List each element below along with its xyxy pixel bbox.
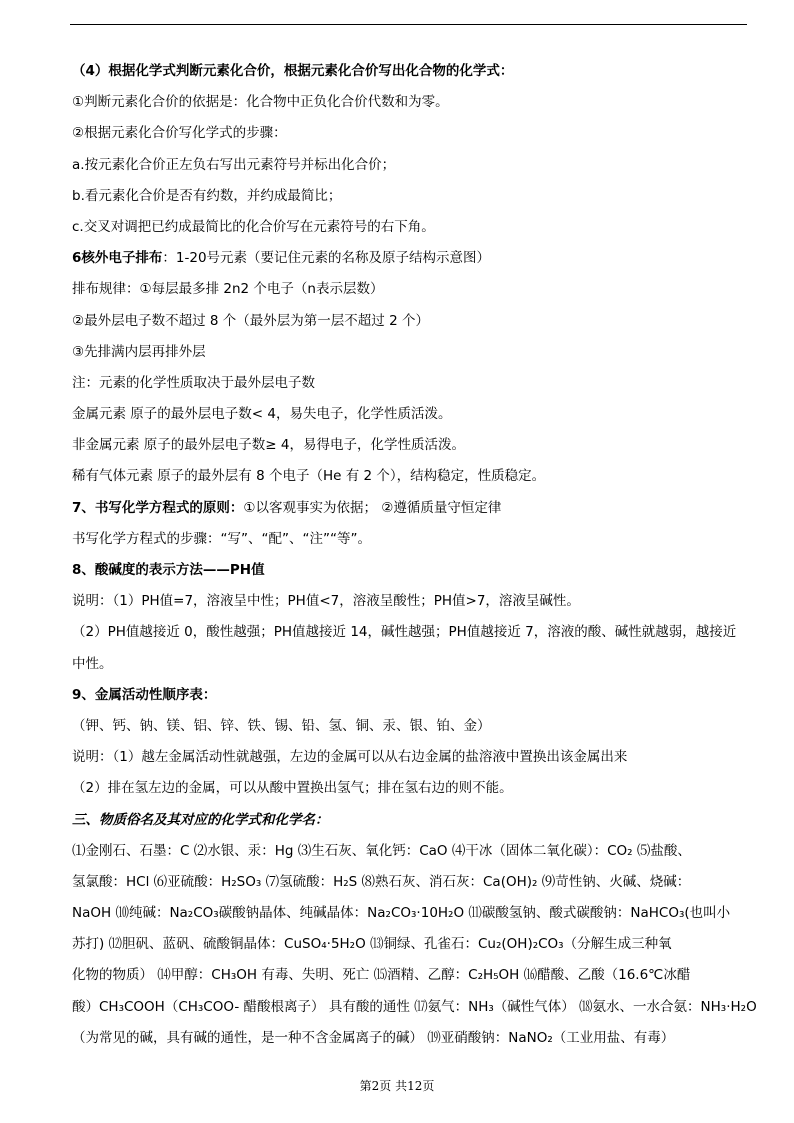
text-line: 三、物质俗名及其对应的化学式和化学名： xyxy=(72,811,329,828)
paragraph-line: 酸）CH₃COOH（CH₃COO- 醋酸根离子） 具有酸的通性 ⒄氨气：NH₃（碱性气体） ⒅氨水、一水合氨：NH₃·H₂O xyxy=(72,998,757,1015)
text-line: （钾、钙、钠、镁、铝、锌、铁、锡、铅、氢、铜、汞、银、铂、金） xyxy=(72,717,491,734)
paragraph-line: ⑴金刚石、石墨：C ⑵水银、汞：Hg ⑶生石灰、氧化钙：CaO ⑷干冰（固体二氧化碳）：CO₂ ⑸盐酸、 xyxy=(72,842,691,859)
text-line: 注：元素的化学性质取决于最外层电子数 xyxy=(72,374,315,391)
paragraph-line: 氢氯酸：HCl ⑹亚硫酸：H₂SO₃ ⑺氢硫酸：H₂S ⑻熟石灰、消石灰：Ca(OH)₂ ⑼苛性钠、火碱、烧碱： xyxy=(72,873,691,890)
text-line: c.交叉对调把已约成最简比的化合价写在元素符号的右下角。 xyxy=(72,218,435,235)
paragraph-line: 苏打) ⑿胆矾、蓝矾、硫酸铜晶体：CuSO₄·5H₂O ⒀铜绿、孔雀石：Cu₂(OH)₂CO₃（分解生成三种氧 xyxy=(72,936,672,953)
paragraph-line: （为常见的碱，具有碱的通性，是一种不含金属离子的碱） ⒆亚硝酸钠：NaNO₂（工业用盐、有毒） xyxy=(72,1029,675,1046)
document-body xyxy=(72,56,757,1054)
text-line: 排布规律：①每层最多排 2n2 个电子（n表示层数） xyxy=(72,281,384,298)
text-line: 金属元素 原子的最外层电子数< 4，易失电子，化学性质活泼。 xyxy=(72,406,452,423)
substance-names-paragraph xyxy=(72,836,757,1054)
line-heading: 6核外电子排布 xyxy=(72,250,163,267)
text-line: 8、酸碱度的表示方法——PH值 xyxy=(72,562,265,578)
text-line: 书写化学方程式的步骤：“写”、“配”、“注”“等”。 xyxy=(72,530,371,547)
text-line xyxy=(72,243,750,274)
text-line: （2）PH值越接近 0，酸性越强；PH值越接近 14，碱性越强；PH值越接近 7，溶液的酸、碱性就越弱，越接近 xyxy=(72,624,737,641)
line-text: ：1-20号元素（要记住元素的名称及原子结构示意图） xyxy=(162,250,491,267)
text-line: ②根据元素化合价写化学式的步骤： xyxy=(72,125,287,142)
text-line xyxy=(72,493,750,524)
text-line: 非金属元素 原子的最外层电子数≥ 4，易得电子，化学性质活泼。 xyxy=(72,437,465,454)
text-line: ②最外层电子数不超过 8 个（最外层为第一层不超过 2 个） xyxy=(72,312,429,329)
text-line: （4）根据化学式判断元素化合价，根据元素化合价写出化合物的化学式： xyxy=(72,63,514,79)
text-line: b.看元素化合价是否有约数，并约成最简比； xyxy=(72,187,342,204)
text-line: 说明：（1）PH值=7，溶液呈中性；PH值<7，溶液呈酸性；PH值>7，溶液呈碱性。 xyxy=(72,593,580,610)
text-line: 说明：（1）越左金属活动性就越强，左边的金属可以从右边金属的盐溶液中置换出该金属出来 xyxy=(72,749,628,766)
text-lines xyxy=(72,56,750,836)
text-line: （2）排在氢左边的金属，可以从酸中置换出氢气；排在氢右边的则不能。 xyxy=(72,780,513,797)
text-line: ③先排满内层再排外层 xyxy=(72,343,206,360)
paragraph-line: NaOH ⑽纯碱：Na₂CO₃碳酸钠晶体、纯碱晶体：Na₂CO₃·10H₂O ⑾碳酸氢钠、酸式碳酸钠：NaHCO₃(也叫小 xyxy=(72,905,731,922)
paragraph-line: 化物的物质） ⒁甲醇：CH₃OH 有毒、失明、死亡 ⒂酒精、乙醇：C₂H₅OH ⒃醋酸、乙酸（16.6℃冰醋 xyxy=(72,967,691,984)
text-line: 中性。 xyxy=(72,655,113,672)
text-line: a.按元素化合价正左负右写出元素符号并标出化合价； xyxy=(72,156,396,173)
line-heading: 7、书写化学方程式的原则： xyxy=(72,499,244,516)
text-line: 稀有气体元素 原子的最外层有 8 个电子（He 有 2 个），结构稳定，性质稳定。 xyxy=(72,468,546,485)
page-footer: 第2页 共12页 xyxy=(359,1079,435,1093)
text-line: ①判断元素化合价的依据是：化合物中正负化合价代数和为零。 xyxy=(72,94,449,111)
line-text: ①以客观事实为依据； ②遵循质量守恒定律 xyxy=(243,499,502,516)
header-rule xyxy=(70,24,747,25)
text-line: 9、金属活动性顺序表： xyxy=(72,686,217,703)
